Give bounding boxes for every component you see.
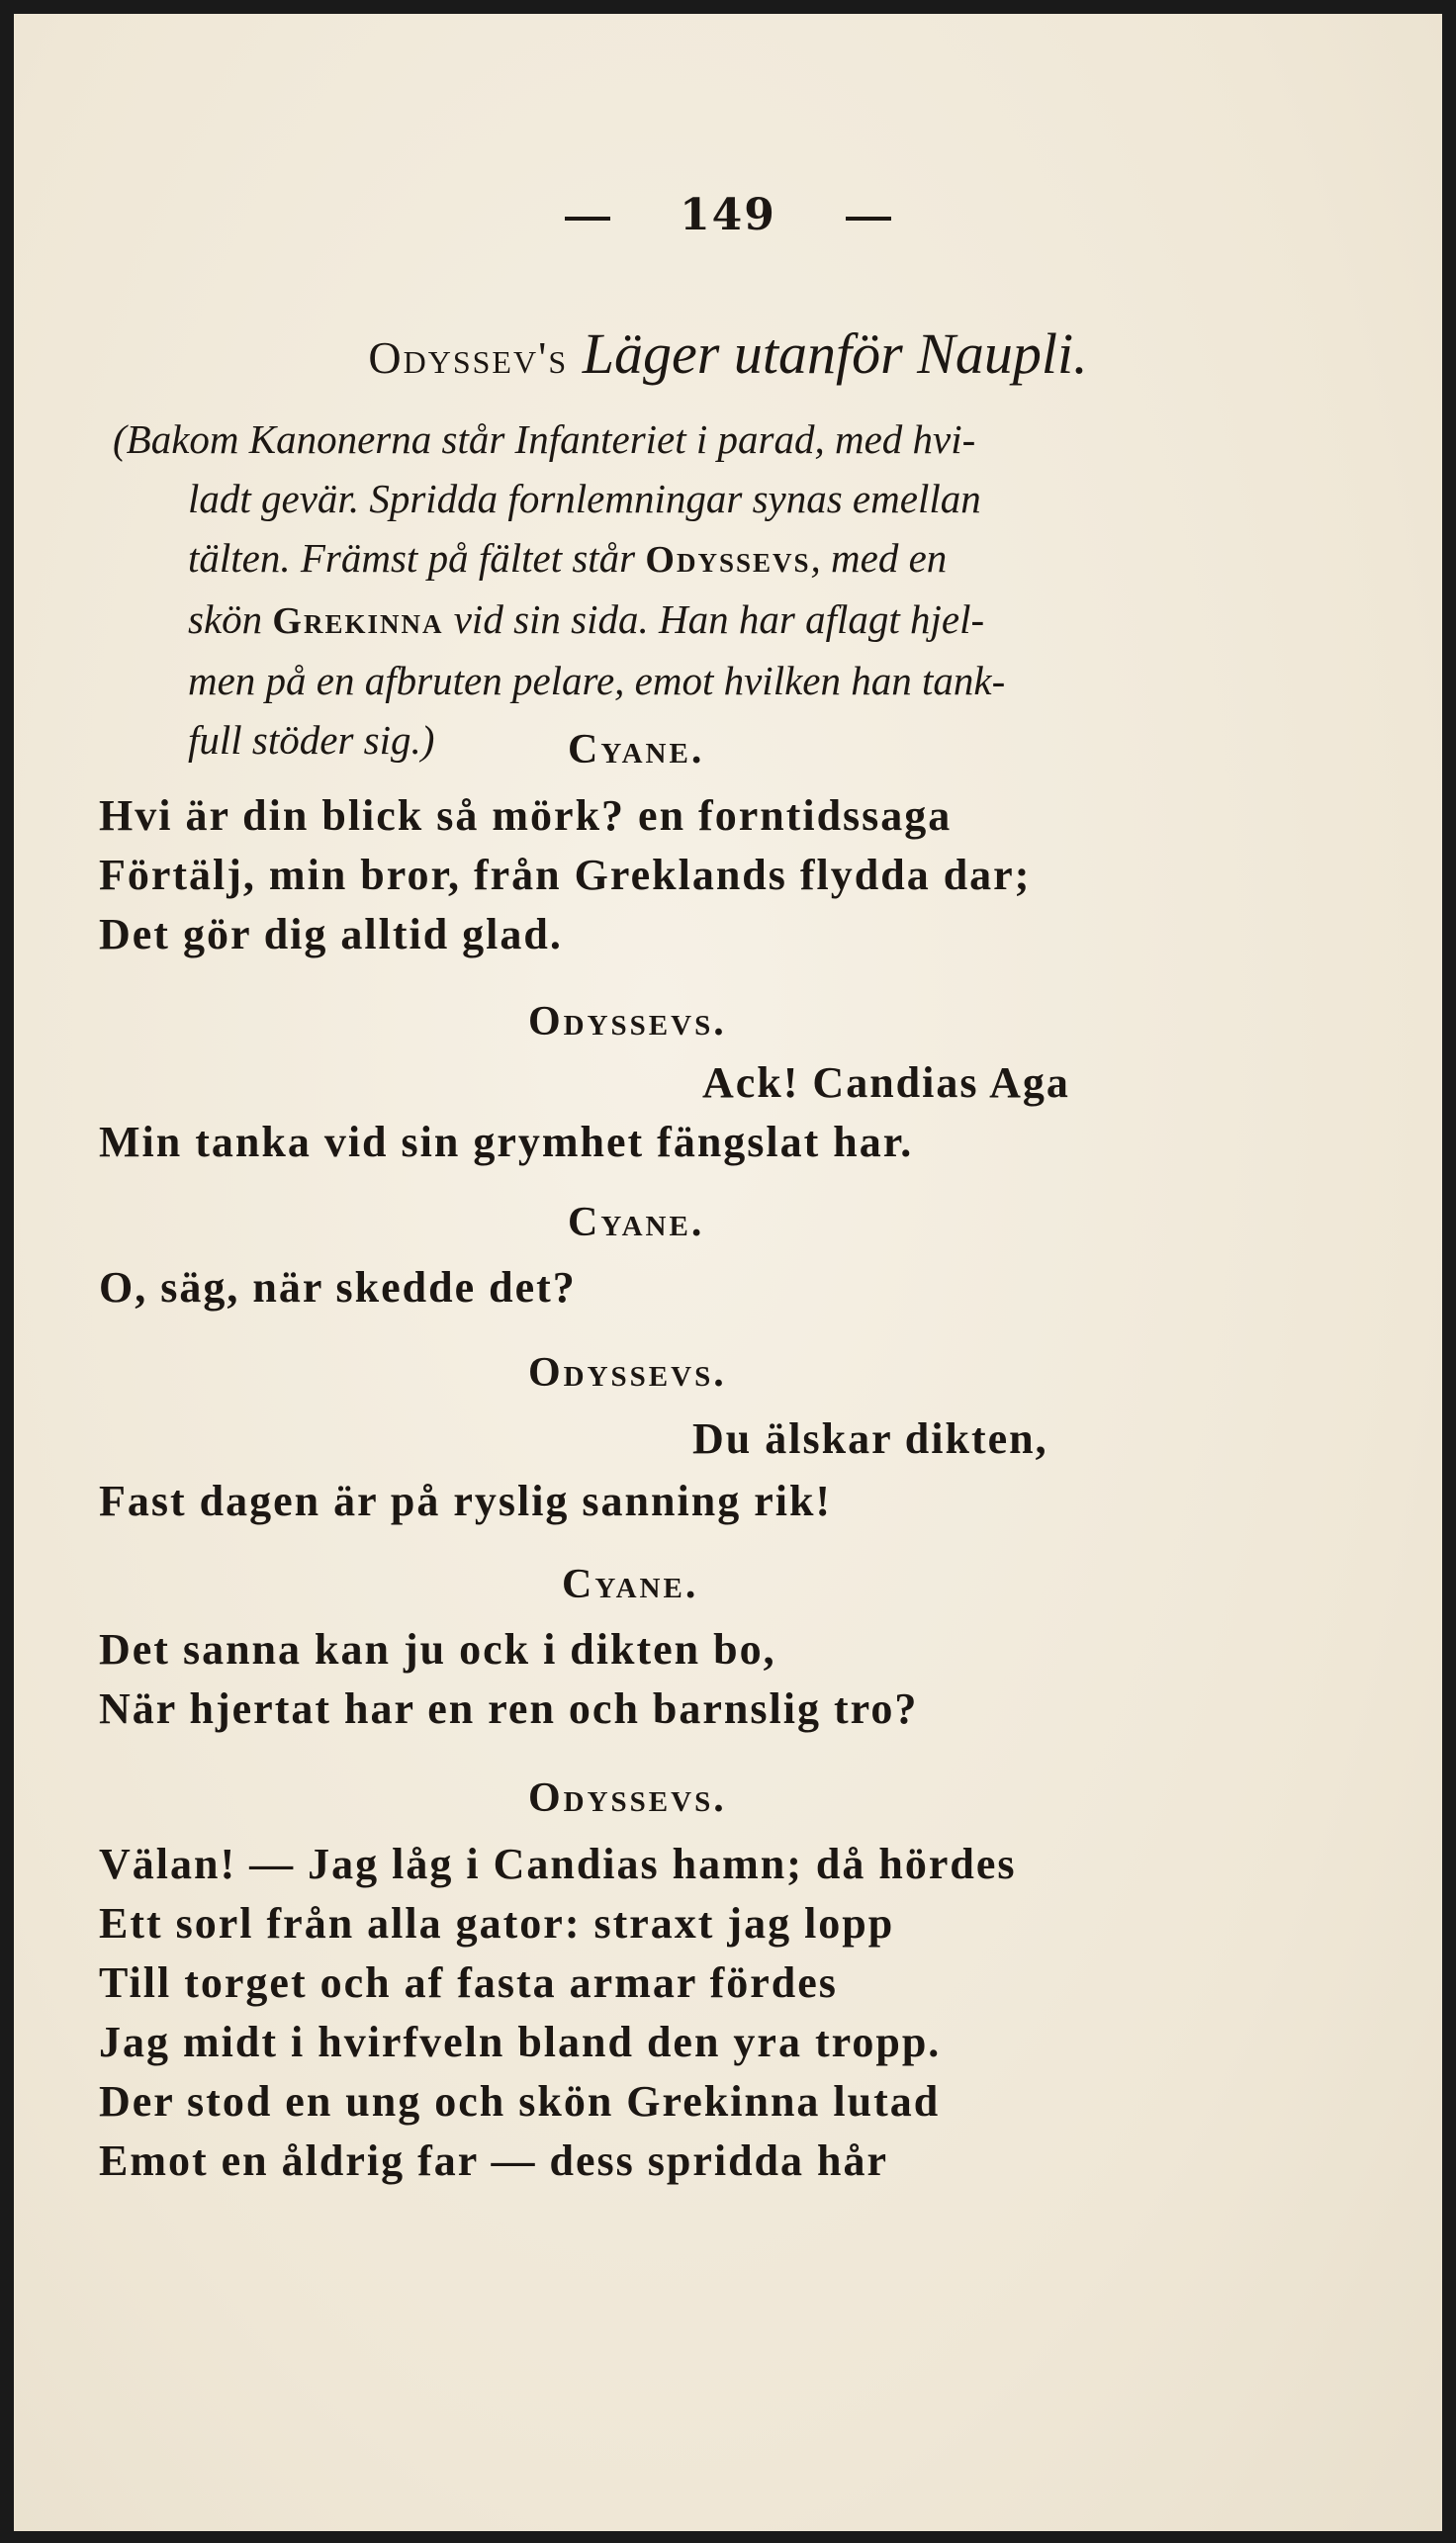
verse-line: Du älskar dikten, <box>692 1414 1048 1463</box>
stage-line: ladt gevär. Spridda fornlemningar synas emellan <box>188 476 981 521</box>
verse-line: Till torget och af fasta armar fördes <box>99 1958 838 2007</box>
verse-line: Ack! Candias Aga <box>702 1058 1070 1107</box>
character-name: Grekinna <box>272 600 444 642</box>
verse-line: Hvi är din blick så mörk? en forntidssaga <box>99 791 953 840</box>
stage-line: men på en afbruten pelare, emot hvilken han tank- <box>188 658 1006 703</box>
verse-line: Der stod en ung och skön Grekinna lutad <box>99 2077 941 2126</box>
book-page <box>14 14 1442 2531</box>
verse-line: Det gör dig alltid glad. <box>99 910 563 958</box>
verse-line: Emot en åldrig far — dess spridda hår <box>99 2136 889 2185</box>
header-dash-left <box>565 217 610 221</box>
speaker-odyssevs: Odyssevs. <box>528 1775 727 1821</box>
stage-line: full stöder sig.) <box>188 717 435 763</box>
page-number: 149 <box>680 190 776 240</box>
stage-text: tälten. Främst på fältet står <box>188 535 636 581</box>
speaker-odyssevs: Odyssevs. <box>528 999 727 1044</box>
scene-prefix: Odyssev's <box>368 332 569 383</box>
verse-line: Fast dagen är på ryslig sanning rik! <box>99 1477 833 1525</box>
stage-direction <box>113 409 1191 770</box>
speaker-cyane: Cyane. <box>568 727 705 772</box>
verse-line: Förtälj, min bror, från Greklands flydda dar; <box>99 851 1032 899</box>
stage-text: , med en <box>810 535 948 581</box>
speaker-odyssevs: Odyssevs. <box>528 1350 727 1396</box>
stage-line: (Bakom Kanonerna står Infanteriet i parad, med hvi- <box>113 416 976 462</box>
header-dash-right <box>846 217 891 221</box>
scene-title: Läger utanför Naupli. <box>582 321 1088 386</box>
stage-text: skön <box>188 596 263 642</box>
speaker-cyane: Cyane. <box>568 1200 705 1245</box>
verse-line: Det sanna kan ju ock i dikten bo, <box>99 1625 776 1674</box>
character-name: Odyssevs <box>645 539 811 581</box>
speaker-cyane: Cyane. <box>562 1562 699 1607</box>
verse-line: När hjertat har en ren och barnslig tro? <box>99 1684 919 1733</box>
verse-line: O, säg, när skedde det? <box>99 1263 577 1312</box>
running-header <box>14 190 1442 240</box>
stage-line <box>188 590 1191 651</box>
stage-text: vid sin sida. Han har aflagt hjel- <box>453 596 985 642</box>
verse-line: Jag midt i hvirfveln bland den yra tropp. <box>99 2018 942 2066</box>
verse-line: Ett sorl från alla gator: straxt jag lopp <box>99 1899 895 1948</box>
verse-line: Min tanka vid sin grymhet fängslat har. <box>99 1118 914 1166</box>
scene-heading <box>14 320 1442 387</box>
verse-line: Välan! — Jag låg i Candias hamn; då hördes <box>99 1840 1017 1888</box>
stage-line <box>188 528 1191 590</box>
